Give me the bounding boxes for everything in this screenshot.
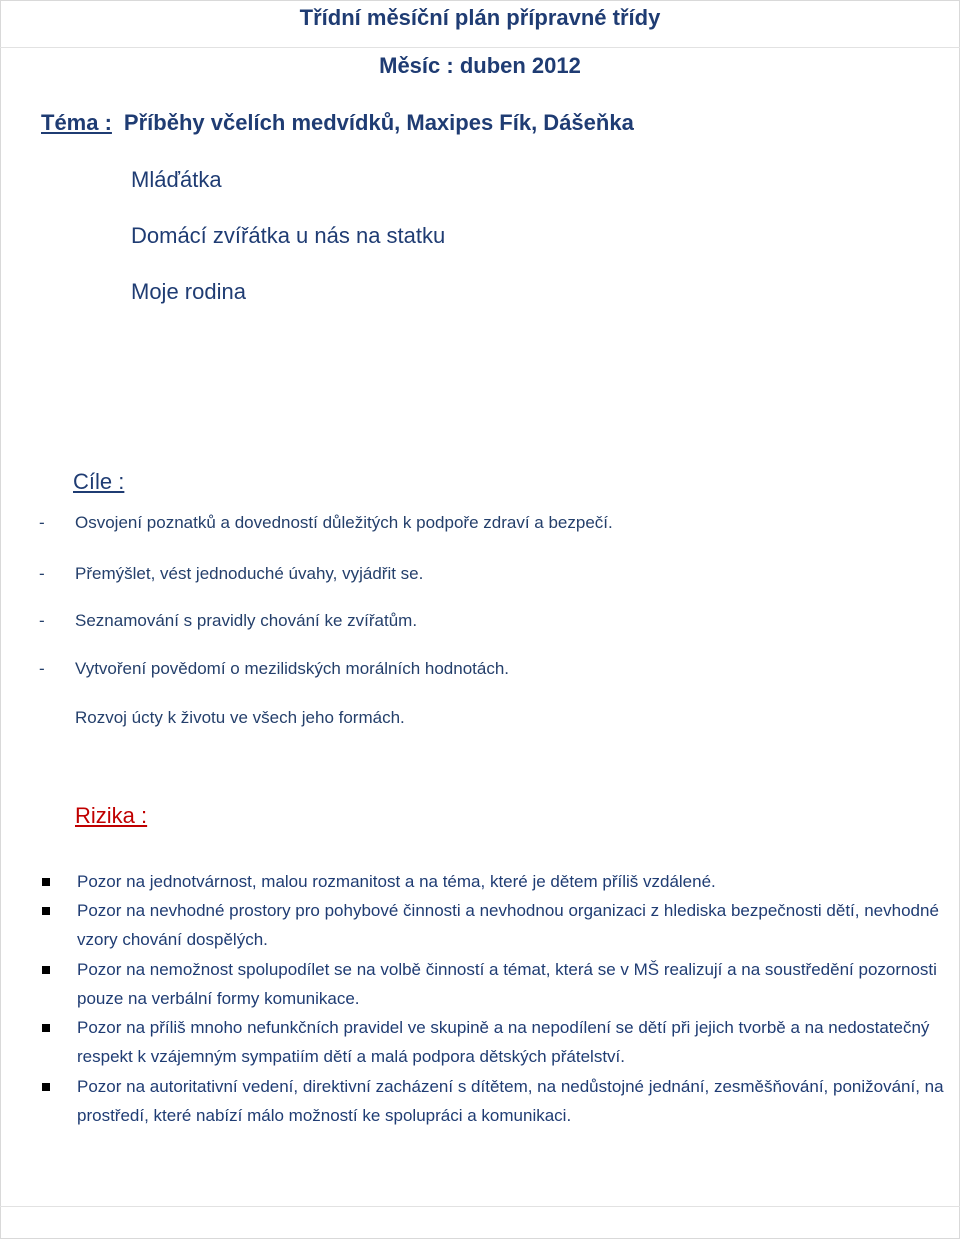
risk-item <box>0 1072 960 1132</box>
theme-line <box>41 110 634 136</box>
risks-heading: Rizika : <box>75 803 148 828</box>
goal-continuation: Rozvoj úcty k životu ve všech jeho formách. <box>75 708 405 727</box>
square-bullet-icon <box>42 878 50 886</box>
square-bullet-icon <box>42 1083 50 1091</box>
goal-item: - Seznamování s pravidly chování ke zvířatům. <box>39 611 418 630</box>
goals-heading: Cíle : <box>73 469 125 494</box>
risk-text: Pozor na autoritativní vedení, direktivní zacházení s dítětem, na nedůstojné jednání, zesměšňování, ponižování, na prostředí, které nabízí málo možností ke spolupráci a komunikaci. <box>77 1077 944 1125</box>
risk-text: Pozor na jednotvárnost, malou rozmanitost a na téma, které je dětem příliš vzdálené. <box>77 872 716 891</box>
goal-item: - Vytvoření povědomí o mezilidských morálních hodnotách. <box>39 659 510 678</box>
goal-item: - Osvojení poznatků a dovedností důležitých k podpoře zdraví a bezpečí. <box>39 513 613 532</box>
document-title: Třídní měsíční plán přípravné třídy <box>299 5 661 30</box>
theme-topic-4: Moje rodina <box>131 279 246 304</box>
risk-text: Pozor na nevhodné prostory pro pohybové činnosti a nevhodnou organizaci z hlediska bezpečnosti dětí, nevhodné vzory chování dospělých. <box>77 901 939 949</box>
square-bullet-icon <box>42 1024 50 1032</box>
theme-topic-1: Příběhy včelích medvídků, Maxipes Fík, Dášeňka <box>123 110 634 135</box>
square-bullet-icon <box>42 966 50 974</box>
goal-item: - Přemýšlet, vést jednoduché úvahy, vyjádřit se. <box>39 564 424 583</box>
theme-label: Téma : <box>41 110 112 135</box>
risk-text: Pozor na nemožnost spolupodílet se na volbě činností a témat, která se v MŠ realizují a na soustředění pozornosti pouze na verbální formy komunikace. <box>77 960 937 1008</box>
document-month: Měsíc : duben 2012 <box>379 53 581 78</box>
footer-divider <box>0 1206 960 1207</box>
risk-text: Pozor na příliš mnoho nefunkčních pravidel ve skupině a na nepodílení se dětí při jejich tvorbě a na nedostatečný respekt k vzájemným sympatiím dětí a malá podpora dětských přátelství. <box>77 1018 930 1066</box>
header-divider <box>0 47 960 48</box>
square-bullet-icon <box>42 907 50 915</box>
theme-topic-2: Mláďátka <box>131 167 222 192</box>
theme-topic-3: Domácí zvířátka u nás na statku <box>131 223 446 248</box>
risk-item <box>0 955 960 1015</box>
risk-item <box>0 896 960 956</box>
risk-item <box>0 1013 960 1073</box>
